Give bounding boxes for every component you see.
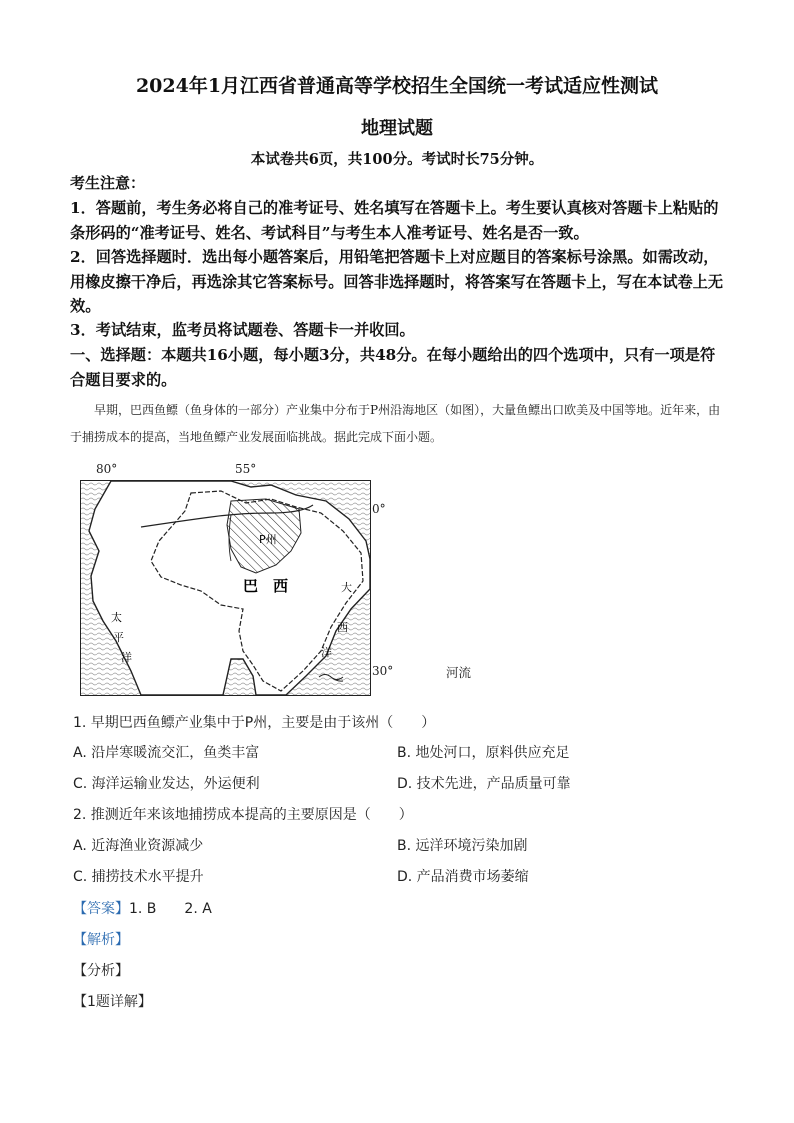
answer-line bbox=[73, 898, 212, 918]
map-lon-80: 80° bbox=[96, 462, 118, 476]
analysis-tag: 【解析】 bbox=[73, 932, 129, 948]
map-lat-30: 30° bbox=[372, 664, 394, 678]
atlantic-label-1: 大 bbox=[341, 581, 352, 594]
map-figure bbox=[80, 480, 371, 696]
question-1-option-c: C. 海洋运输业发达，外运便利 bbox=[73, 776, 260, 792]
answer-tag: 【答案】 bbox=[73, 901, 129, 917]
notice-item-1: 1．答题前，考生务必将自己的准考证号、姓名填写在答题卡上。考生要认真核对答题卡上粘贴的条形码的“准考证号、姓名、考试科目”与考生本人准考证号、姓名是否一致。 bbox=[70, 199, 719, 242]
detail-tag: 【1题详解】 bbox=[73, 994, 152, 1010]
atlantic-label-3: 洋 bbox=[321, 646, 332, 659]
subject-title: 地理试题 bbox=[361, 118, 433, 139]
notice-heading: 考生注意： bbox=[70, 174, 146, 192]
pacific-label-1: 太 bbox=[111, 611, 122, 624]
legend-river-label: 河流 bbox=[446, 665, 472, 680]
pacific-label-3: 洋 bbox=[121, 651, 132, 664]
question-1-stem: 1. 早期巴西鱼鳔产业集中于P州，主要是由于该州（ ） bbox=[73, 715, 436, 731]
question-1-option-d: D. 技术先进，产品质量可靠 bbox=[397, 776, 571, 792]
south-america-map bbox=[81, 481, 370, 695]
notice-item-2: 2．回答选择题时．选出每小题答案后，用铅笔把答题卡上对应题目的答案标号涂黑。如需改动，用橡皮擦干净后，再选涂其它答案标号。回答非选择题时，将答案写在答题卡上，写在本试卷上无效。 bbox=[70, 248, 724, 315]
question-2-option-c: C. 捕捞技术水平提升 bbox=[73, 869, 204, 885]
question-intro: 早期，巴西鱼鳔（鱼身体的一部分）产业集中分布于P州沿海地区（如图），大量鱼鳔出口欧美及中国等地。近年来，由于捕捞成本的提高，当地鱼鳔产业发展面临挑战。据此完成下面小题。 bbox=[70, 403, 721, 444]
answer-text: 1. B 2. A bbox=[129, 901, 212, 917]
notice-item-3: 3．考试结束，监考员将试题卷、答题卡一并收回。 bbox=[70, 321, 415, 339]
question-2-option-b: B. 远洋环境污染加剧 bbox=[397, 838, 528, 854]
question-2-option-a: A. 近海渔业资源减少 bbox=[73, 838, 204, 854]
map-lon-55: 55° bbox=[235, 462, 257, 476]
map-lat-0: 0° bbox=[372, 502, 386, 516]
question-1-option-a: A. 沿岸寒暖流交汇，鱼类丰富 bbox=[73, 745, 260, 761]
question-1-option-b: B. 地处河口，原料供应充足 bbox=[397, 745, 570, 761]
page-title: 2024年1月江西省普通高等学校招生全国统一考试适应性测试 bbox=[135, 75, 659, 97]
country-label: 巴 西 bbox=[243, 577, 289, 595]
fenxi-tag: 【分析】 bbox=[73, 963, 129, 979]
pacific-label-2: 平 bbox=[113, 631, 124, 644]
question-2-option-d: D. 产品消费市场萎缩 bbox=[397, 869, 529, 885]
question-2-stem: 2. 推测近年来该地捕捞成本提高的主要原因是（ ） bbox=[73, 807, 413, 823]
exam-meta: 本试卷共6页，共100分。考试时长75分钟。 bbox=[250, 151, 544, 168]
section-heading: 一、选择题：本题共16小题，每小题3分，共48分。在每小题给出的四个选项中，只有一项是符合题目要求的。 bbox=[70, 346, 716, 389]
p-state-label: P州 bbox=[259, 533, 277, 546]
atlantic-label-2: 西 bbox=[337, 621, 348, 634]
